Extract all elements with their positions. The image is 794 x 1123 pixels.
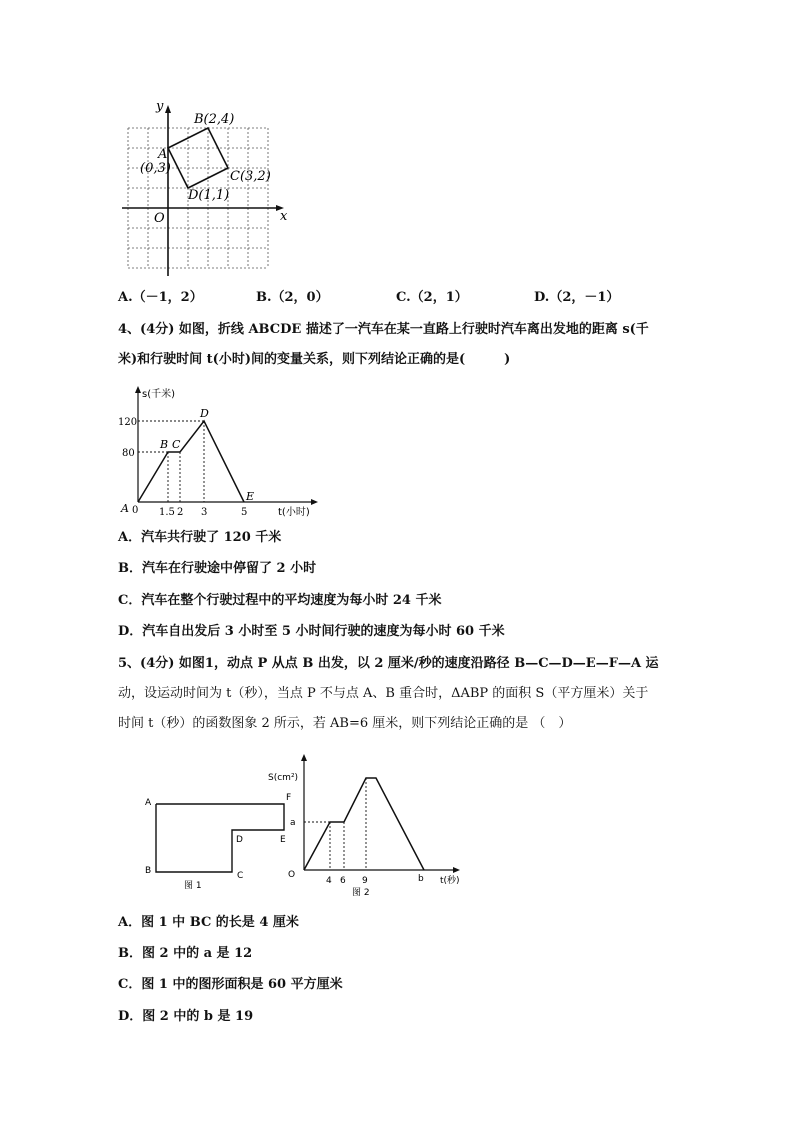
q5-fig2-xlabel: t(秒): [440, 876, 460, 886]
q5-figure-2: [268, 752, 468, 900]
q5-fig2-ylabel: S(cm²): [268, 773, 299, 783]
q5-fig2-x-arrow: [453, 867, 460, 873]
distance-time-graph: [118, 384, 323, 524]
q5-fig1-A: A: [145, 798, 152, 808]
q4-option-a: A．汽车共行驶了 120 千米: [118, 530, 282, 545]
q5-fig1-D: D: [236, 835, 243, 845]
q5-stem-line3: 时间 t（秒）的函数图象 2 所示，若 AB=6 厘米，则下列结论正确的是 （ ）: [118, 716, 572, 731]
graph-x-arrow: [311, 499, 318, 505]
q4-option-b: B．汽车在行驶途中停留了 2 小时: [118, 561, 317, 576]
q5-fig1-F: F: [286, 793, 292, 803]
q5-fig2-O: O: [288, 870, 296, 880]
q3-option-a: A.（－1，2）: [118, 290, 203, 305]
q5-fig1-C: C: [237, 871, 244, 881]
q5-stem-line1: 5、(4分) 如图1，动点 P 从点 B 出发，以 2 厘米/秒的速度沿路径 B—C—D—E—F—A 运: [118, 656, 659, 671]
q3-option-b: B.（2，0）: [256, 290, 329, 305]
q4-stem-line1: 4、(4分) 如图，折线 ABCDE 描述了一汽车在某一直路上行驶时汽车离出发地的距离 s(千: [118, 322, 649, 337]
q5-fig2-x6: 6: [340, 876, 346, 886]
q5-option-d: D．图 2 中的 b 是 19: [118, 1009, 254, 1024]
q3-option-c: C.（2，1）: [396, 290, 468, 305]
point-D-label: D(1,1): [188, 188, 230, 203]
q5-fig2-guides: [304, 778, 366, 870]
q5-fig1-caption: 图 1: [184, 881, 202, 891]
quadrilateral-ABCD: [168, 128, 228, 188]
q3-option-d: D.（2，－1）: [534, 290, 620, 305]
graph-ylabel: s(千米): [142, 389, 176, 400]
point-A-label: A: [158, 147, 168, 162]
q5-option-b: B．图 2 中的 a 是 12: [118, 946, 253, 961]
q4-stem-line2: 米)和行驶时间 t(小时)间的变量关系，则下列结论正确的是( ): [118, 352, 511, 367]
y-axis-label: y: [156, 99, 164, 114]
q5-fig1-B: B: [145, 866, 152, 876]
graph-x3: 3: [201, 507, 208, 518]
q5-fig2-caption: 图 2: [352, 888, 370, 898]
q5-fig2-a: a: [290, 818, 296, 828]
q5-stem-line2: 动，设运动时间为 t（秒），当点 P 不与点 A、B 重合时，ΔABP 的面积 S（平方厘米）关于: [118, 686, 649, 701]
q5-fig2-xb: b: [418, 874, 424, 884]
graph-y120: 120: [118, 417, 138, 428]
graph-label-C: C: [172, 438, 181, 451]
q4-option-d: D．汽车自出发后 3 小时至 5 小时间行驶的速度为每小时 60 千米: [118, 624, 505, 639]
y-axis-arrow: [165, 105, 171, 113]
graph-xlabel: t(小时): [278, 507, 310, 518]
q5-fig2-y-arrow: [301, 754, 307, 761]
q5-option-c: C．图 1 中的图形面积是 60 平方厘米: [118, 977, 343, 992]
graph-label-D: D: [200, 407, 209, 420]
point-C-label: C(3,2): [230, 169, 271, 184]
graph-polyline-ABCDE: [138, 421, 244, 502]
x-axis-label: x: [280, 209, 288, 224]
graph-label-E: E: [246, 490, 255, 503]
coordinate-grid-figure: [118, 98, 298, 278]
graph-x5: 5: [241, 507, 248, 518]
origin-label: O: [154, 211, 165, 226]
point-A-coord: (0,3): [140, 161, 171, 176]
graph-label-A: A: [121, 502, 129, 515]
graph-x2: 2: [177, 507, 184, 518]
q5-fig1-shape: [156, 804, 284, 872]
point-B-label: B(2,4): [194, 112, 235, 127]
graph-x0: 0: [132, 505, 139, 516]
q4-option-c: C．汽车在整个行驶过程中的平均速度为每小时 24 千米: [118, 593, 442, 608]
q5-fig2-graph: [304, 778, 424, 870]
graph-label-B: B: [160, 438, 169, 451]
graph-y-arrow: [135, 386, 141, 393]
q5-fig2-x9: 9: [362, 876, 368, 886]
q5-option-a: A．图 1 中 BC 的长是 4 厘米: [118, 915, 299, 930]
q5-fig1-E: E: [280, 835, 286, 845]
graph-y80: 80: [122, 448, 135, 459]
q5-fig2-x4: 4: [326, 876, 332, 886]
graph-x15: 1.5: [159, 507, 175, 518]
